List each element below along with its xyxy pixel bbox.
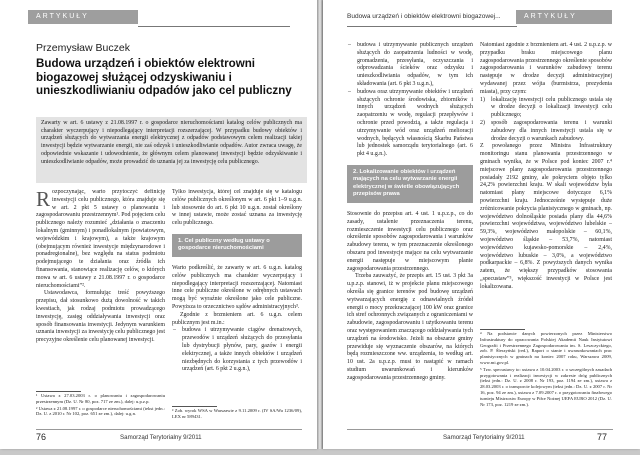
footnote: ⁵ Tzw. specustawy to: ustawa z 10.04.2003 r. o szczególnych zasadach przygotowania i realizacji inwestycji w zakresie dróg publicznych (tekst jedn.: Dz. U. z 2008 r. Nr 193, poz. 1194 ze zm.), ustawa z 28.03.2003 r. o transporcie kolejowym (tekst jedn.: Dz. U. z 2007 r. Nr 16, poz. 94 ze zm.), ustawa z 7.09.2007 r. o przygotowaniu finałowego turnieju Mistrzostw Europy w Piłce Nożnej UEFA EURO 2012 (Dz. U. Nr 173, poz. 1219 ze zm.). — [480, 366, 612, 407]
list-item: – budowa i utrzymywanie publicznych urządzeń służących do zaopatrzenia ludności w wodę, gromadzenia, przesyłania, oczyszczania i odprowadzania ścieków oraz odzysku i unieszkodliwiania odpadów, w tym ich składowania (art. 6 pkt 3 u.g.n.), — [347, 42, 473, 89]
body-paragraph: Natomiast zgodnie z brzmieniem art. 4 ust. 2 u.p.z.p. w przypadku braku miejscowego planu zagospodarowania przestrzennego określenie sposobów zagospodarowania i warunków zabudowy terenu następuje w drodze decyzji administracyjnej wydawanej przez wójta (burmistrza, prezydenta miasta), przy czym: — [480, 42, 612, 95]
left-column-2 — [172, 189, 302, 401]
footnotes-right — [480, 326, 612, 426]
body-paragraph: Tylko inwestycja, której cel znajduje się w katalogu celów publicznych określonym w art. 6 pkt 1–9 u.g.n. lub stosownie do art. 6 pkt 10 u.g.n. został określony w innej ustawie, może zostać uznana za inwestycję celu publicznego. — [172, 189, 302, 227]
footnote: ² Ustawa z 21.08.1997 r. o gospodarce nieruchomościami (tekst jedn.: Dz. U. z 2010 r. Nr 102, poz. 651 ze zm.), dalej: u.g.n. — [36, 405, 165, 417]
drop-cap: R — [36, 189, 51, 211]
list-item: 2) sposób zagospodarowania terenu i warunki zabudowy dla innych inwestycji ustala się w drodze decyzji o warunkach zabudowy. — [480, 119, 612, 142]
bullet-list — [172, 327, 302, 374]
running-head: Budowa urządzeń i obiektów elektrowni biogazowej... — [347, 13, 501, 20]
footer-journal: Samorząd Terytorialny 9/2011 — [443, 434, 525, 441]
footnotes-left-1 — [36, 388, 165, 426]
right-column-1 — [347, 42, 473, 424]
body-paragraph: Z powołanego przez Ministra Infrastruktury monitoringu stanu planowania przestrzennego w gminach wynika, że w Polsce pod koniec 2007 r.⁴ miejscowe plany zagospodarowania przestrzennego posiadały 2192 gminy, ale pokryciem objęto tylko 24,2% powierzchni kraju. W skali województw była natomiast plany miejscowe dotyczące 6,1% powierzchni kraju. Jednocześnie występuje duże zróżnicowanie pokrycia planistycznego w gminach, np. województwo dolnośląskie posiada plany dla 44,6% powierzchni województwa, województwo lubelskie – 59,3%, województwo małopolskie – 60,1%, województwo śląskie – 53,7%, natomiast województwo kujawsko-pomorskie – 2,4%, województwo lubuskie – 3,0%, a województwo podkarpackie – 6,8%. Z powyższych danych wynika zatem, że większy przypadków stosowania „specustaw”⁵, większość inwestycji w Polsce jest lokalizowana. — [480, 143, 612, 290]
body-paragraph: Stosownie do przepisu art. 4 ust. 1 u.p.z.p., co do zasady, ustalenie przeznaczenia terenu, rozmieszczenie inwestycji celu publicznego oraz określenie sposobów zagospodarowania i warunków zabudowy terenu, w tym przeznaczenie określonego obszaru pod inwestycje mające na celu wytwarzanie energii następuje w miejscowym planie zagospodarowania przestrzennego. — [347, 210, 473, 272]
body-paragraph: Warto podkreślić, że zawarty w art. 6 u.g.n. katalog celów publicznych ma charakter wyczerpujący i niepodlegający interpretacji rozszerzającej. Natomiast inne cele publiczne określone w odrębnych ustawach mogą być wyraźnie określone jako cele publiczne. Powyższa to orzecznictwo sądów administracyjnych³. — [172, 264, 302, 310]
footnote: ³ Zob. wyrok WSA w Warszawie z 9.11.2009 r. (IV SA/Wa 1236/09), LEX nr 589431. — [172, 408, 302, 419]
footnote: ¹ Ustawa z 27.03.2003 r. o planowaniu i zagospodarowaniu przestrzennym (Dz. U. Nr 80, poz. 717 ze zm.), dalej: u.p.z.p. — [36, 393, 165, 404]
body-paragraph: Ustawodawca, formułując treść powyższego przepisu, dał stosunkowo dużą dowolność w takich kwestiach, jak rodzaj podmiotu prowadzącego inwestycję, zasięg oddziaływania inwestycji oraz sposób finansowania inwestycji. Jedynym warunkiem uznania inwestycji za inwestycję celu publicznego jest precyzyjne określenie celu planowanej inwestycji. — [36, 290, 165, 344]
body-paragraph: Trzeba zauważyć, że przepis art. 15 ust. 3 pkt 3a u.p.z.p. stanowi, iż w projekcie planu miejscowego określa się granice terenów pod budowę urządzeń wytwarzających energię z odnawialnych źródeł energii o mocy przekraczającej 100 kW oraz granice ich stref ochronnych związanych z ograniczeniami w zabudowie, zagospodarowaniu i użytkowaniu terenu oraz występowaniem znaczącego oddziaływania tych urządzeń na środowisko. Jeżeli na obszarze gminy przewiduje się wyznaczenie obszarów, na których będą rozmieszczone ww. urządzenia, to według art. 10 ust. 2a u.p.z.p. musi to nastąpić w ramach studium uwarunkowań i kierunków zagospodarowania przestrzennego gminy. — [347, 273, 473, 381]
footnote-rule — [36, 391, 81, 392]
footer-rule — [36, 429, 302, 430]
bullet-list — [347, 42, 473, 159]
footnote-rule — [480, 329, 525, 330]
footnote: ⁴ Na podstawie danych powierzonych przez Ministerstwo Infrastruktury do opracowania Polskiej Akademii Nauk Instytutowi Geografii i Przestrzennego Zagospodarowania im. S. Leszczyckiego, zob. P. Śleszyński (red.), Raport o stanie i uwarunkowaniach prac planistycznych w gminach na koniec 2007 roku, Warszawa 2009, www.mi.gov.pl. — [480, 331, 612, 365]
section-heading-callout: 1. Cel publiczny według ustawy o gospodarce nieruchomościami — [172, 234, 302, 257]
right-page — [323, 0, 640, 449]
page-number: 77 — [597, 432, 608, 442]
left-page — [0, 0, 317, 449]
abstract-box: Zawarty w art. 6 ustawy z 21.08.1997 r. o gospodarce nieruchomościami katalog celów publicznych ma charakter wyczerpujący i niepodlegający interpretacji rozszerzającej. W przypadku budowy obiektów i urządzeń służących do wytwarzania energii elektrycznej z odpadów podstawowym celem realizacji takiej inwestycji będzie wytwarzanie energii, nie zaś odzysk i unieszkodliwianie odpadów. Autor zwraca uwagę, że odpowiednie wskazanie i udowodnienie, że głównym celem planowanej inwestycji będzie odzyskiwanie i unieszkodliwianie odpadów, może prowadzić do uznania jej za inwestycję celu publicznego. — [36, 117, 307, 183]
intro-paragraph: Rozpoczynając, warto przytoczyć definicję inwestycji celu publicznego, która znajduje się w art. 2 pkt 5 ustawy o planowaniu i zagospodarowaniu przestrzennym¹. Pod pojęciem celu publicznego należy rozumieć „działania o znaczeniu lokalnym (gminnym) i ponadlokalnym (powiatowym, wojewódzkim i krajowym), a także krajowym (obejmującym również inwestycje międzynarodowe i ponadregionalne), bez względu na status podmiotu podejmującego te działania oraz źródła ich finansowania, stanowiące realizację celów, o których mowa w art. 6 ustawy z 21.08.1997 r. o gospodarce nieruchomościami”². — [36, 189, 165, 289]
numbered-list — [480, 97, 612, 144]
page-number: 76 — [36, 432, 47, 442]
footer-rule — [347, 429, 613, 430]
header-rule — [347, 26, 517, 27]
body-paragraph: Zgodnie z brzmieniem art. 6 u.g.n. celem publicznym jest m.in.: — [172, 311, 302, 326]
section-heading-callout: 2. Lokalizowanie obiektów i urządzeń mających na celu wytwarzanie energii elektrycznej w świetle obowiązujących przepisów prawa — [347, 165, 473, 203]
list-item: 1) lokalizację inwestycji celu publicznego ustala się w drodze decyzji o lokalizacji inwestycji celu publicznego; — [480, 96, 612, 119]
article-title: Budowa urządzeń i obiektów elektrowni biogazowej służącej odzyskiwaniu i unieszkodliwianiu odpadów jako cel publiczny — [36, 57, 292, 97]
list-item: – budowa oraz utrzymywanie obiektów i urządzeń służących ochronie środowiska, zbiorników i innych urządzeń wodnych służących zaopatrzeniu w wodę, regulacji przepływów i ochronie przed powodzią, a także regulacja i utrzymywanie wód oraz urządzeń melioracji wodnych, będących własnością Skarbu Państwa lub jednostek samorządu terytorialnego (art. 6 pkt 4 u.g.n.). — [347, 89, 473, 159]
footnote-rule — [172, 406, 217, 407]
footnotes-left-2 — [172, 403, 302, 425]
header-rule — [138, 26, 290, 27]
list-item: – budowa i utrzymywanie ciągów drenażowych, przewodów i urządzeń służących do przesyłania lub dystrybucji płynów, pary, gazów i energii elektrycznej, a także innych obiektów i urządzeń niezbędnych do korzystania z tych przewodów i urządzeń (art. 6 pkt 2 u.g.n.), — [172, 327, 302, 374]
footer-journal: Samorząd Terytorialny 9/2011 — [120, 434, 202, 441]
section-tag: ARTYKUŁY — [516, 10, 612, 24]
right-column-2 — [480, 42, 612, 322]
author-name: Przemysław Buczek — [36, 42, 130, 54]
section-tag: ARTYKUŁY — [28, 10, 138, 24]
left-column-1 — [36, 189, 165, 385]
